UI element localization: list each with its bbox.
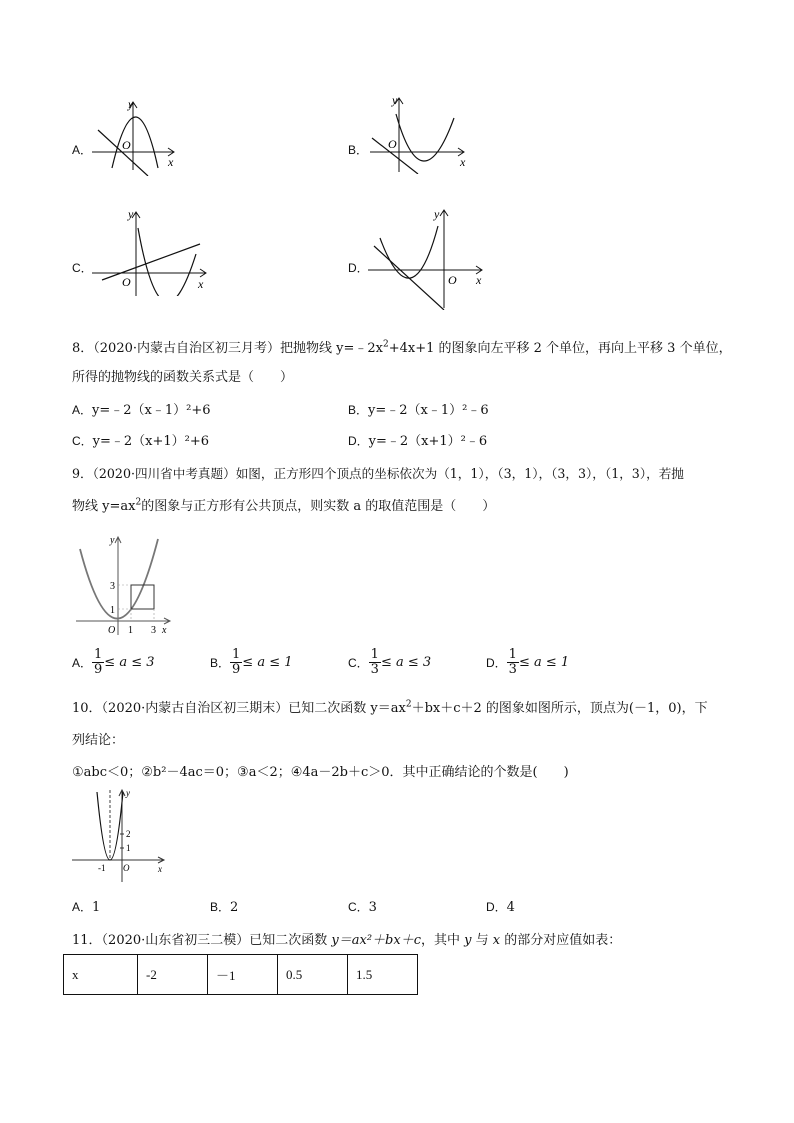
option-text: ≤ a ≤ 1 [242, 654, 293, 670]
denominator: 9 [94, 661, 103, 677]
option-letter: B． [210, 900, 231, 914]
q9-option-a [72, 648, 155, 676]
option-letter: D． [348, 434, 369, 448]
option-letter: C． [348, 900, 369, 914]
axis-y-label: y [128, 97, 134, 111]
option-text: y=﹣2（x﹣1）²+6 [92, 403, 211, 418]
origin-label: O [108, 625, 116, 636]
q9-option-c [348, 648, 431, 676]
axis-y-label: y [128, 207, 134, 221]
q8-option-c [72, 430, 209, 449]
q8-superscript: 2 [382, 339, 389, 350]
option-text: 2 [230, 900, 239, 915]
q9-superscript: 2 [135, 497, 142, 508]
denominator: 9 [232, 661, 241, 677]
q11-stem-part: 11．（2020·山东省初三二模）已知二次函数 [72, 933, 328, 948]
option-text: y=﹣2（x+1）²﹣6 [368, 434, 488, 449]
q10-stem-part: 10．（2020·内蒙古自治区初三期末）已知二次函数 y＝ax [72, 701, 406, 716]
q10-option-b [210, 898, 238, 915]
q8-option-a [72, 399, 211, 418]
q10-stem-line2: 列结论： [72, 733, 125, 748]
origin-label: O [123, 863, 130, 873]
q10-superscript: 2 [405, 699, 412, 710]
axis-x-label: x [198, 277, 204, 291]
tick-label-y2: 2 [126, 829, 131, 839]
axis-y-label: y [434, 207, 440, 221]
option-letter: A． [72, 403, 93, 417]
q8-stem-line1 [72, 337, 732, 356]
table-row [64, 955, 418, 995]
axis-x-label: x [460, 155, 466, 169]
tick-label-y3: 3 [110, 581, 115, 592]
q10-graph [70, 786, 170, 884]
option-letter: D． [348, 261, 369, 275]
option-letter: B． [348, 403, 369, 417]
tick-label-x1: 1 [128, 625, 133, 636]
q11-value-table [63, 954, 418, 995]
axis-y-label: y [110, 535, 115, 546]
axis-y-label: y [392, 94, 398, 107]
option-text: 1 [92, 900, 101, 915]
q8-option-d [348, 430, 487, 449]
q11-stem [72, 929, 621, 948]
q7-graph-c [92, 206, 212, 296]
q10-stem-part: ＋bx＋c＋2 的图象如图所示，顶点为(－1，0)，下 [411, 701, 708, 716]
axis-x-label: x [162, 625, 167, 636]
q8-option-b [348, 399, 489, 418]
numerator: 1 [94, 647, 103, 662]
table-cell: －1 [208, 955, 278, 995]
q11-stem-part: 与 [475, 933, 489, 948]
option-letter: B． [348, 143, 369, 157]
fraction [369, 648, 381, 676]
q11-formula: y＝ax²＋bx＋c [331, 933, 421, 948]
option-letter: B． [210, 655, 231, 670]
numerator: 1 [370, 647, 379, 662]
q10-option-d [486, 898, 515, 915]
q11-var-y: y [464, 933, 472, 948]
q7-graph-d [368, 204, 488, 310]
q11-var-x: x [492, 933, 501, 948]
option-text: 3 [368, 900, 377, 915]
q10-option-a [72, 898, 100, 915]
q11-stem-part: 的部分对应值如表： [504, 933, 622, 948]
tick-label-x3: 3 [151, 625, 156, 636]
q9-graph [74, 533, 174, 637]
option-letter: C． [72, 434, 93, 448]
table-cell: -2 [138, 955, 208, 995]
numerator: 1 [508, 647, 517, 662]
denominator: 3 [370, 661, 379, 677]
tick-label-y1: 1 [126, 843, 131, 853]
option-text: y=﹣2（x﹣1）²﹣6 [368, 403, 489, 418]
q10-stem-line3: ①abc＜0；②b²－4ac＝0；③a＜2；④4a－2b＋c＞0．其中正确结论的个数是( ) [72, 765, 569, 780]
denominator: 3 [508, 661, 517, 677]
origin-label: O [122, 275, 131, 289]
option-letter: A． [72, 143, 93, 157]
option-letter: C． [72, 261, 93, 275]
fraction [507, 648, 519, 676]
table-cell: 0.5 [278, 955, 348, 995]
q11-stem-part: ，其中 [420, 933, 460, 948]
q8-stem-part: 8．（2020·内蒙古自治区初三月考）把抛物线 y=﹣2x [72, 341, 383, 356]
option-letter: D． [486, 655, 507, 670]
q7-graph-b [366, 94, 472, 174]
option-text: ≤ a ≤ 3 [104, 654, 155, 670]
q8-stem-line2: 所得的抛物线的函数关系式是（ ） [72, 370, 294, 385]
option-text: ≤ a ≤ 1 [518, 654, 570, 670]
q9-stem-part: 的图象与正方形有公共顶点，则实数 a 的取值范围是（ ） [141, 499, 496, 514]
origin-label: O [122, 138, 131, 152]
option-letter: A． [72, 900, 93, 914]
q10-option-c [348, 898, 377, 915]
q9-stem-line1: 9．（2020·四川省中考真题）如图，正方形四个顶点的坐标依次为（1，1），（3，1），（3，3），（1，3），若抛 [72, 466, 684, 481]
q9-stem-line2 [72, 495, 495, 514]
q9-option-b [210, 648, 293, 676]
origin-label: O [448, 273, 457, 287]
q10-stem-line1 [72, 697, 708, 716]
table-cell: 1.5 [348, 955, 418, 995]
axis-x-label: x [476, 273, 482, 287]
axis-x-label: x [168, 155, 174, 169]
origin-label: O [388, 137, 397, 151]
option-letter: D． [486, 900, 507, 914]
option-letter: C． [348, 655, 369, 670]
option-text: ≤ a ≤ 3 [380, 654, 432, 670]
q9-stem-part: 物线 y=ax [72, 499, 136, 514]
option-text: y=﹣2（x+1）²+6 [92, 434, 210, 449]
option-letter: A． [72, 655, 93, 670]
tick-label-y1: 1 [110, 605, 115, 616]
numerator: 1 [232, 647, 241, 662]
q8-stem-part: +4x+1 的图象向左平移 2 个单位，再向上平移 3 个单位， [388, 341, 732, 356]
table-cell: x [64, 955, 138, 995]
fraction [230, 648, 242, 676]
option-text: 4 [506, 900, 515, 915]
q9-option-d [486, 648, 569, 676]
axis-x-label: x [158, 864, 162, 874]
q7-graph-a [88, 96, 188, 176]
tick-label-xm1: -1 [98, 863, 106, 873]
fraction [92, 648, 104, 676]
axis-y-label: y [126, 788, 130, 798]
